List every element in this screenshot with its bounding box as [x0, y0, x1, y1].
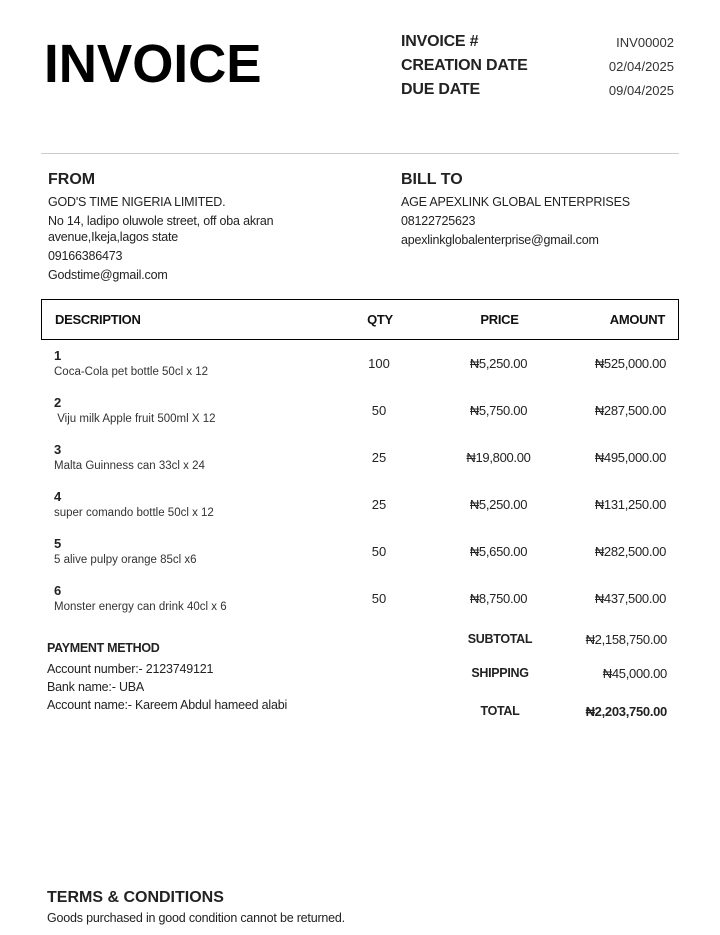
bill-to-email: apexlinkglobalenterprise@gmail.com: [401, 233, 599, 247]
account-number: Account number:- 2123749121: [47, 662, 214, 676]
due-date-row: [401, 78, 674, 102]
item-price: ₦5,250.00: [469, 497, 528, 512]
account-name: Account name:- Kareem Abdul hameed alabi: [47, 698, 288, 712]
creation-date-row: [401, 54, 674, 78]
column-header-qty: QTY: [367, 312, 393, 327]
item-qty: 50: [371, 403, 387, 418]
table-row: [41, 489, 679, 536]
item-number: 4: [54, 489, 62, 504]
payment-method-heading: PAYMENT METHOD: [47, 641, 160, 655]
item-description: 5 alive pulpy orange 85cl x6: [54, 554, 197, 566]
item-description: Coca-Cola pet bottle 50cl x 12: [54, 366, 209, 378]
item-price: ₦19,800.00: [466, 450, 531, 465]
bill-to-phone: 08122725623: [401, 214, 476, 228]
total-label: TOTAL: [480, 704, 520, 718]
item-description: Monster energy can drink 40cl x 6: [54, 601, 227, 613]
item-description: Viju milk Apple fruit 500ml X 12: [54, 413, 216, 425]
table-row: [41, 583, 679, 630]
bill-to-heading: BILL TO: [401, 171, 463, 188]
item-number: 3: [54, 442, 62, 457]
item-qty: 50: [371, 591, 387, 606]
items-table-header: [41, 299, 679, 340]
subtotal-row: [440, 632, 667, 650]
subtotal-label: SUBTOTAL: [467, 632, 533, 646]
payment-method-section: [47, 641, 347, 714]
total-value: ₦2,203,750.00: [585, 704, 667, 719]
invoice-number-value: INV00002: [616, 34, 674, 50]
from-email: Godstime@gmail.com: [48, 268, 168, 282]
invoice-number-row: [401, 30, 674, 54]
due-date-label: DUE DATE: [401, 81, 480, 98]
from-heading: FROM: [48, 171, 96, 188]
bank-name: Bank name:- UBA: [47, 680, 145, 694]
creation-date-label: CREATION DATE: [401, 57, 528, 74]
bill-to-company: AGE APEXLINK GLOBAL ENTERPRISES: [401, 195, 630, 209]
bill-to-section: [401, 171, 681, 248]
item-description: Malta Guinness can 33cl x 24: [54, 460, 205, 472]
terms-section: [47, 889, 547, 925]
subtotal-value: ₦2,158,750.00: [585, 632, 667, 647]
item-description: super comando bottle 50cl x 12: [54, 507, 214, 519]
item-amount: ₦495,000.00: [594, 450, 666, 465]
column-header-price: PRICE: [480, 312, 519, 327]
item-price: ₦5,650.00: [469, 544, 528, 559]
from-address-line1: No 14, ladipo oluwole street, off oba akran: [48, 214, 274, 228]
item-qty: 100: [368, 356, 390, 371]
item-amount: ₦287,500.00: [594, 403, 666, 418]
invoice-title: INVOICE: [44, 34, 262, 94]
due-date-value: 09/04/2025: [608, 82, 674, 98]
item-qty: 25: [371, 497, 387, 512]
item-number: 1: [54, 348, 62, 363]
from-address-line2: avenue,Ikeja,lagos state: [48, 230, 179, 244]
from-section: [48, 171, 318, 283]
creation-date-value: 02/04/2025: [608, 58, 674, 74]
item-qty: 25: [371, 450, 387, 465]
item-qty: 50: [371, 544, 387, 559]
column-header-description: DESCRIPTION: [55, 312, 141, 327]
column-header-amount: AMOUNT: [609, 312, 665, 327]
item-number: 2: [54, 395, 62, 410]
item-price: ₦5,750.00: [469, 403, 528, 418]
item-price: ₦5,250.00: [469, 356, 528, 371]
table-row: [41, 536, 679, 583]
item-amount: ₦131,250.00: [594, 497, 666, 512]
item-amount: ₦525,000.00: [594, 356, 666, 371]
from-company: GOD'S TIME NIGERIA LIMITED.: [48, 195, 226, 209]
table-row: [41, 442, 679, 489]
table-row: [41, 395, 679, 442]
total-row: [440, 704, 667, 722]
item-number: 5: [54, 536, 62, 551]
item-price: ₦8,750.00: [469, 591, 528, 606]
invoice-number-label: INVOICE #: [401, 33, 479, 50]
shipping-value: ₦45,000.00: [602, 666, 667, 681]
item-amount: ₦282,500.00: [594, 544, 666, 559]
item-number: 6: [54, 583, 62, 598]
shipping-label: SHIPPING: [471, 666, 529, 680]
shipping-row: [440, 666, 667, 684]
table-row: [41, 348, 679, 395]
terms-text: Goods purchased in good condition cannot be returned.: [47, 911, 345, 925]
header-divider: [41, 153, 679, 154]
terms-heading: TERMS & CONDITIONS: [47, 889, 224, 906]
from-phone: 09166386473: [48, 249, 123, 263]
invoice-meta: [401, 30, 674, 102]
item-amount: ₦437,500.00: [594, 591, 666, 606]
